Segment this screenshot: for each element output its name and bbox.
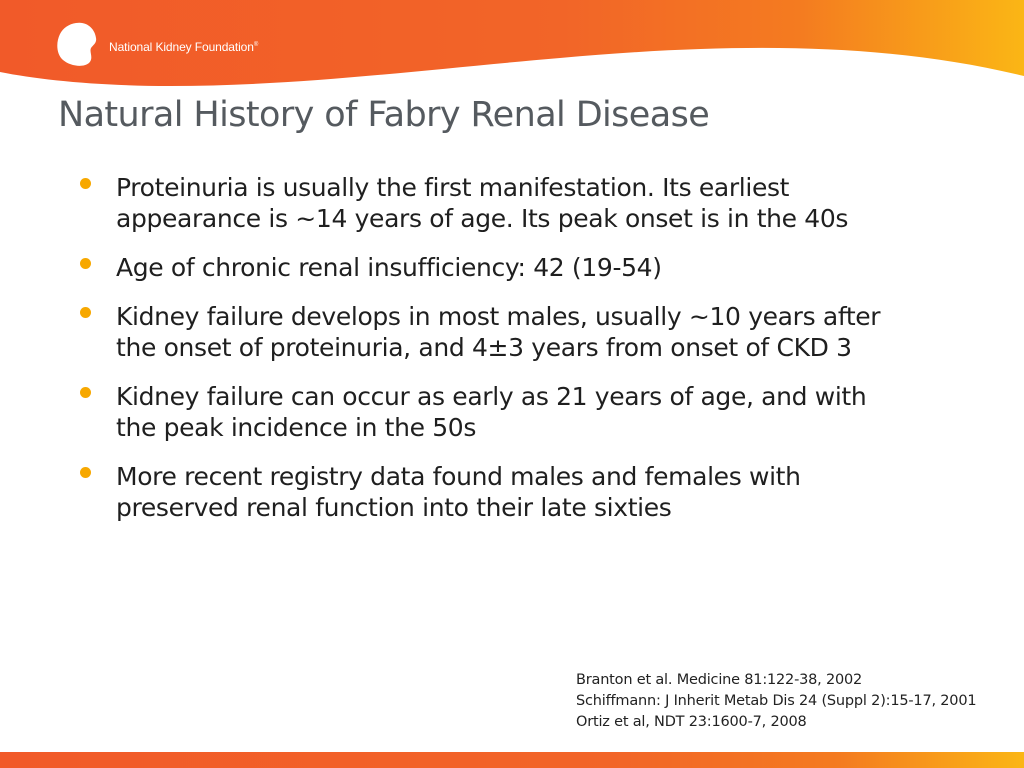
bullet-line: the peak incidence in the 50s [116, 413, 477, 442]
bullet-item [78, 461, 998, 523]
bullet-line: More recent registry data found males and females with [116, 462, 801, 491]
bullet-dot-icon [80, 387, 91, 398]
bullet-item [78, 172, 998, 234]
bullet-line: Kidney failure develops in most males, usually ~10 years after [116, 302, 881, 331]
kidney-logo-icon [56, 20, 102, 66]
bullet-dot-icon [80, 467, 91, 478]
reference-item: Schiffmann: J Inherit Metab Dis 24 (Suppl 2):15-17, 2001 [576, 693, 977, 709]
bullet-line: Kidney failure can occur as early as 21 years of age, and with [116, 382, 867, 411]
bullet-list [78, 172, 998, 541]
bullet-dot-icon [80, 258, 91, 269]
bullet-item [78, 381, 998, 443]
reference-item: Ortiz et al, NDT 23:1600-7, 2008 [576, 714, 807, 730]
bullet-line: the onset of proteinuria, and 4±3 years from onset of CKD 3 [116, 333, 852, 362]
slide-title: Natural History of Fabry Renal Disease [58, 95, 710, 135]
bullet-line: appearance is ~14 years of age. Its peak onset is in the 40s [116, 204, 849, 233]
bullet-item [78, 301, 998, 363]
footer-band [0, 752, 1024, 768]
bullet-line: Age of chronic renal insufficiency: 42 (19-54) [116, 253, 662, 282]
brand-logo [56, 20, 296, 68]
bullet-item [78, 252, 998, 283]
bullet-dot-icon [80, 178, 91, 189]
bullet-dot-icon [80, 307, 91, 318]
bullet-line: Proteinuria is usually the first manifestation. Its earliest [116, 173, 790, 202]
reference-item: Branton et al. Medicine 81:122-38, 2002 [576, 672, 863, 688]
references [576, 670, 976, 733]
brand-name: National Kidney Foundation® [109, 40, 259, 54]
bullet-line: preserved renal function into their late sixties [116, 493, 672, 522]
